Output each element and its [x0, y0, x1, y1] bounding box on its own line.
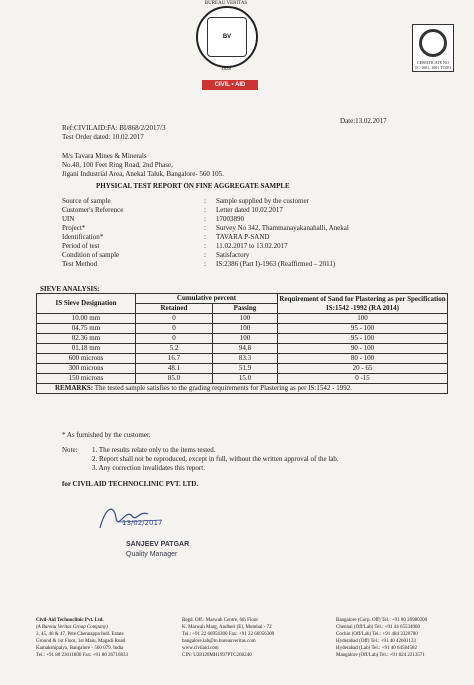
remarks-text: The tested sample satisfies to the grading requirements for Plastering as per IS:1542 - 1992.: [94, 384, 352, 392]
for-company: for CIVIL AID TECHNOCLINIC PVT. LTD.: [62, 480, 199, 488]
cert-label-1: CERTIFICATE NO: [417, 60, 449, 65]
footer-line: CIN: U28120MH1997PTC260240: [182, 653, 252, 658]
ref-number: Ref:CIVILAID:FA: BI/868/2/2017/3: [62, 124, 166, 132]
detail-value: 17003890: [216, 215, 244, 223]
table-row: [37, 344, 448, 354]
footer-line: Hyderabad (Off) Tel.: +91 40 42601133: [336, 639, 416, 644]
address-line-3: Jigani Industrial Area, Anekal Taluk, Bangalore- 560 105.: [62, 170, 224, 178]
note-item-1: 1. The results relate only to the items tested.: [92, 446, 216, 454]
cell-requirement: 90 - 100: [278, 344, 448, 354]
asterisk-note: * As furnished by the customer.: [62, 431, 151, 439]
remarks-cell: [37, 384, 448, 394]
note-item-3: 3. Any correction invalidates this report.: [92, 464, 205, 472]
cell-passing: 100: [212, 324, 277, 334]
signatory-title: Quality Manager: [126, 551, 178, 558]
cell-retained: 0: [136, 324, 213, 334]
table-header-row: [37, 294, 448, 304]
cell-requirement: 80 - 100: [278, 354, 448, 364]
cell-requirement: 0 -15: [278, 374, 448, 384]
sieve-section-title: SIEVE ANALYSIS:: [40, 285, 100, 293]
footer-line: Cochin (Off/Lab) Tel.: +91 484 3320700: [336, 632, 418, 637]
address-line-2: No.48, 100 Feet Ring Road, 2nd Phase,: [62, 161, 173, 169]
col-cumulative-header: Cumulative percent: [136, 294, 278, 304]
gear-icon: [419, 29, 447, 57]
col-requirement-header: Requirement of Sand for Plastering as per Specification IS:1542 -1992 (RA 2014): [279, 294, 446, 312]
civil-aid-banner: CIVIL • AID: [202, 80, 258, 90]
table-row: [37, 354, 448, 364]
cell-sieve: 300 microns: [37, 364, 136, 374]
detail-row: Test Method : IS:2386 (Part I)-1963 (Reaffirmed – 2011): [62, 260, 336, 268]
certification-mark: [412, 24, 454, 72]
footer-line: Tel.: +91 22 66956300 Fax: +91 22 66956309: [182, 632, 275, 637]
bureau-veritas-logo: [196, 6, 258, 68]
table-row: [37, 374, 448, 384]
footer-line: Kamakshipalya, Bangalore - 560 079. India: [36, 646, 124, 651]
signature-date: 13/02/2017: [122, 519, 163, 527]
footer-line: K. Marwah Marg, Andheri (E), Mumbai - 72: [182, 625, 272, 630]
col-retained-header: Retained: [136, 304, 213, 314]
detail-row: Condition of sample : Satisfactory: [62, 251, 250, 259]
detail-row: Identification* : TAVARA P-SAND: [62, 233, 270, 241]
cell-retained: 5.2: [136, 344, 213, 354]
cell-sieve: 01.18 mm: [37, 344, 136, 354]
cell-sieve: 10.00 mm: [37, 314, 136, 324]
cert-label-2: TC-1001, 1001 TC001: [414, 65, 452, 70]
cell-passing: 100: [212, 334, 277, 344]
table-row: [37, 334, 448, 344]
cell-requirement: 20 - 65: [278, 364, 448, 374]
cell-sieve: 02.36 mm: [37, 334, 136, 344]
detail-value: IS:2386 (Part I)-1963 (Reaffirmed – 2011): [216, 260, 336, 268]
logo-ring-top: BUREAU VERITAS: [204, 1, 248, 6]
detail-label: Source of sample: [62, 197, 111, 205]
col-sieve-header: IS Sieve Designation: [37, 294, 136, 314]
footer-line: Civil-Aid Technoclinic Pvt. Ltd.: [36, 618, 104, 623]
detail-row: Customer's Reference : Letter dated 10.02.2017: [62, 206, 283, 214]
detail-label: Test Method: [62, 260, 98, 268]
details-list: [62, 197, 349, 269]
footer-line: Chennai (Off/Lab) Tel.: +91 44 65534060: [336, 625, 420, 630]
footer-line: 3, 45, 46 & 47, Pete Chennappa Indl. Estate: [36, 632, 124, 637]
cell-retained: 0: [136, 314, 213, 324]
cell-retained: 16.7: [136, 354, 213, 364]
footer-line: bangalore.lab@in.bureauveritas.com: [182, 639, 256, 644]
signatory-name: SANJEEV PATGAR: [126, 541, 190, 548]
cell-passing: 100: [212, 314, 277, 324]
detail-label: Customer's Reference: [62, 206, 124, 214]
detail-value: Sample supplied by the customer: [216, 197, 309, 205]
footer-line: Tel.: +91 80 23011800 Fax: +91 80 26716833: [36, 653, 129, 658]
footer-line: Mangalore (Off/Lab) Tel.: +91 824 2213571: [336, 653, 425, 658]
cell-sieve: 600 microns: [37, 354, 136, 364]
cell-retained: 48.1: [136, 364, 213, 374]
table-row: [37, 324, 448, 334]
footer-line: www.civilaid.com: [182, 646, 219, 651]
detail-row: Period of test : 11.02.2017 to 13.02.2017: [62, 242, 288, 250]
cell-passing: 15.0: [212, 374, 277, 384]
detail-value: 11.02.2017 to 13.02.2017: [216, 242, 288, 250]
footer-line: (A Bureau Veritas Group Company): [36, 625, 108, 630]
report-date: Date:13.02.2017: [340, 117, 387, 125]
cell-requirement: 95 - 100: [278, 324, 448, 334]
cell-retained: 85.0: [136, 374, 213, 384]
footer-line: Regd. Off.: Marwah Centre, 6th Floor: [182, 618, 259, 623]
cell-passing: 94.8: [212, 344, 277, 354]
detail-label: Project*: [62, 224, 86, 232]
detail-value: Letter dated 10.02.2017: [216, 206, 283, 214]
cell-passing: 83.3: [212, 354, 277, 364]
footer-company: [36, 617, 128, 659]
detail-label: Condition of sample: [62, 251, 120, 259]
note-item-2: 2. Report shall not be reproduced, except in full, without the written approval of the lab.: [92, 455, 339, 463]
handwritten-signature: [92, 500, 192, 536]
footer-line: Ground & 1st Floor, 1st Main, Magadi Road: [36, 639, 126, 644]
cell-requirement: 95 - 100: [278, 334, 448, 344]
address-line-1: M/s Tavara Mines & Minerals: [62, 152, 147, 160]
cell-retained: 0: [136, 334, 213, 344]
sieve-table: [36, 293, 448, 394]
detail-row: UIN : 17003890: [62, 215, 244, 223]
detail-row: Project* : Survey No 342, Thammanayakanahalli, Anekal: [62, 224, 349, 232]
cell-sieve: 150 microns: [37, 374, 136, 384]
footer-line: Bangalore (Corp. Off) Tel.: +91 80 26980200: [336, 618, 428, 623]
remarks-row: [37, 384, 448, 394]
detail-value: Survey No 342, Thammanayakanahalli, Anekal: [216, 224, 349, 232]
footer-registered-office: [182, 617, 274, 659]
note-label: Note:: [62, 446, 78, 454]
table-row: [37, 314, 448, 324]
test-order-date: Test Order dated: 10.02.2017: [62, 133, 144, 141]
logo-badge: BV: [207, 17, 247, 57]
detail-value: Satisfactory: [216, 251, 250, 259]
footer-branches: [336, 617, 427, 659]
remarks-label: REMARKS:: [55, 384, 94, 392]
detail-row: Source of sample : Sample supplied by the customer: [62, 197, 309, 205]
report-title: PHYSICAL TEST REPORT ON FINE AGGREGATE SAMPLE: [96, 182, 290, 190]
logo-ring-bottom: 1828: [221, 67, 231, 72]
footer-line: Hyderabad (Lab) Tel.: +91 40 64584582: [336, 646, 417, 651]
detail-label: Identification*: [62, 233, 104, 241]
detail-label: Period of test: [62, 242, 100, 250]
detail-label: UIN: [62, 215, 75, 223]
table-row: [37, 364, 448, 374]
cell-requirement: 100: [278, 314, 448, 324]
col-passing-header: Passing: [212, 304, 277, 314]
cell-sieve: 04.75 mm: [37, 324, 136, 334]
detail-value: TAVARA P-SAND: [216, 233, 270, 241]
cell-passing: 51.9: [212, 364, 277, 374]
